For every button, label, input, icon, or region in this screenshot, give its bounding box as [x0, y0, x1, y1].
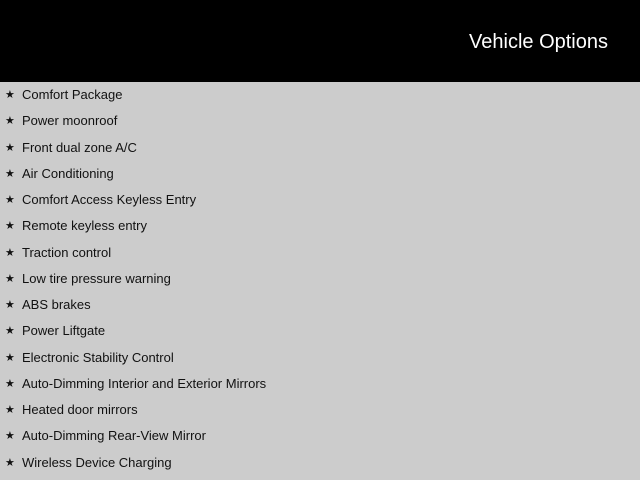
option-label: Auto-Dimming Interior and Exterior Mirrors [22, 375, 267, 391]
list-item [0, 138, 640, 164]
star-icon: ★ [5, 246, 15, 259]
star-icon: ★ [5, 115, 15, 128]
list-item [0, 216, 640, 242]
option-label: Front dual zone A/C [22, 139, 137, 155]
option-label: Heated door mirrors [22, 402, 138, 417]
star-icon: ★ [5, 89, 15, 101]
star-icon: ★ [5, 351, 15, 364]
star-icon: ★ [5, 299, 15, 311]
star-icon: ★ [5, 272, 15, 285]
list-item [0, 453, 640, 479]
option-label: Comfort Package [22, 87, 123, 102]
option-label: Air Conditioning [22, 165, 114, 181]
star-icon: ★ [5, 404, 15, 416]
list-item [0, 243, 640, 269]
option-label: Wireless Device Charging [22, 454, 172, 470]
option-label: Auto-Dimming Rear-View Mirror [22, 428, 206, 444]
star-icon: ★ [5, 141, 15, 154]
list-item [0, 111, 640, 137]
header-bar [0, 0, 640, 82]
star-icon: ★ [5, 220, 15, 233]
options-panel [0, 82, 640, 480]
option-label: Remote keyless entry [22, 218, 147, 234]
list-item [0, 85, 640, 111]
list-item [0, 426, 640, 452]
list-item [0, 400, 640, 426]
option-label: Power moonroof [22, 113, 118, 129]
star-icon: ★ [5, 377, 15, 390]
star-icon: ★ [5, 325, 15, 338]
option-label: Low tire pressure warning [22, 270, 171, 286]
list-item [0, 374, 640, 400]
option-label: Comfort Access Keyless Entry [22, 192, 197, 207]
list-item [0, 164, 640, 190]
option-label: Electronic Stability Control [22, 349, 174, 365]
star-icon: ★ [5, 167, 15, 180]
list-item [0, 269, 640, 295]
options-list [0, 85, 640, 479]
list-item [0, 190, 640, 216]
option-label: Traction control [22, 244, 112, 260]
page-title: Vehicle Options [469, 31, 608, 53]
option-label: Power Liftgate [22, 323, 106, 339]
list-item [0, 295, 640, 321]
option-label: ABS brakes [22, 297, 91, 312]
star-icon: ★ [5, 194, 15, 206]
list-item [0, 321, 640, 347]
star-icon: ★ [5, 456, 15, 469]
star-icon: ★ [5, 430, 15, 443]
list-item [0, 348, 640, 374]
